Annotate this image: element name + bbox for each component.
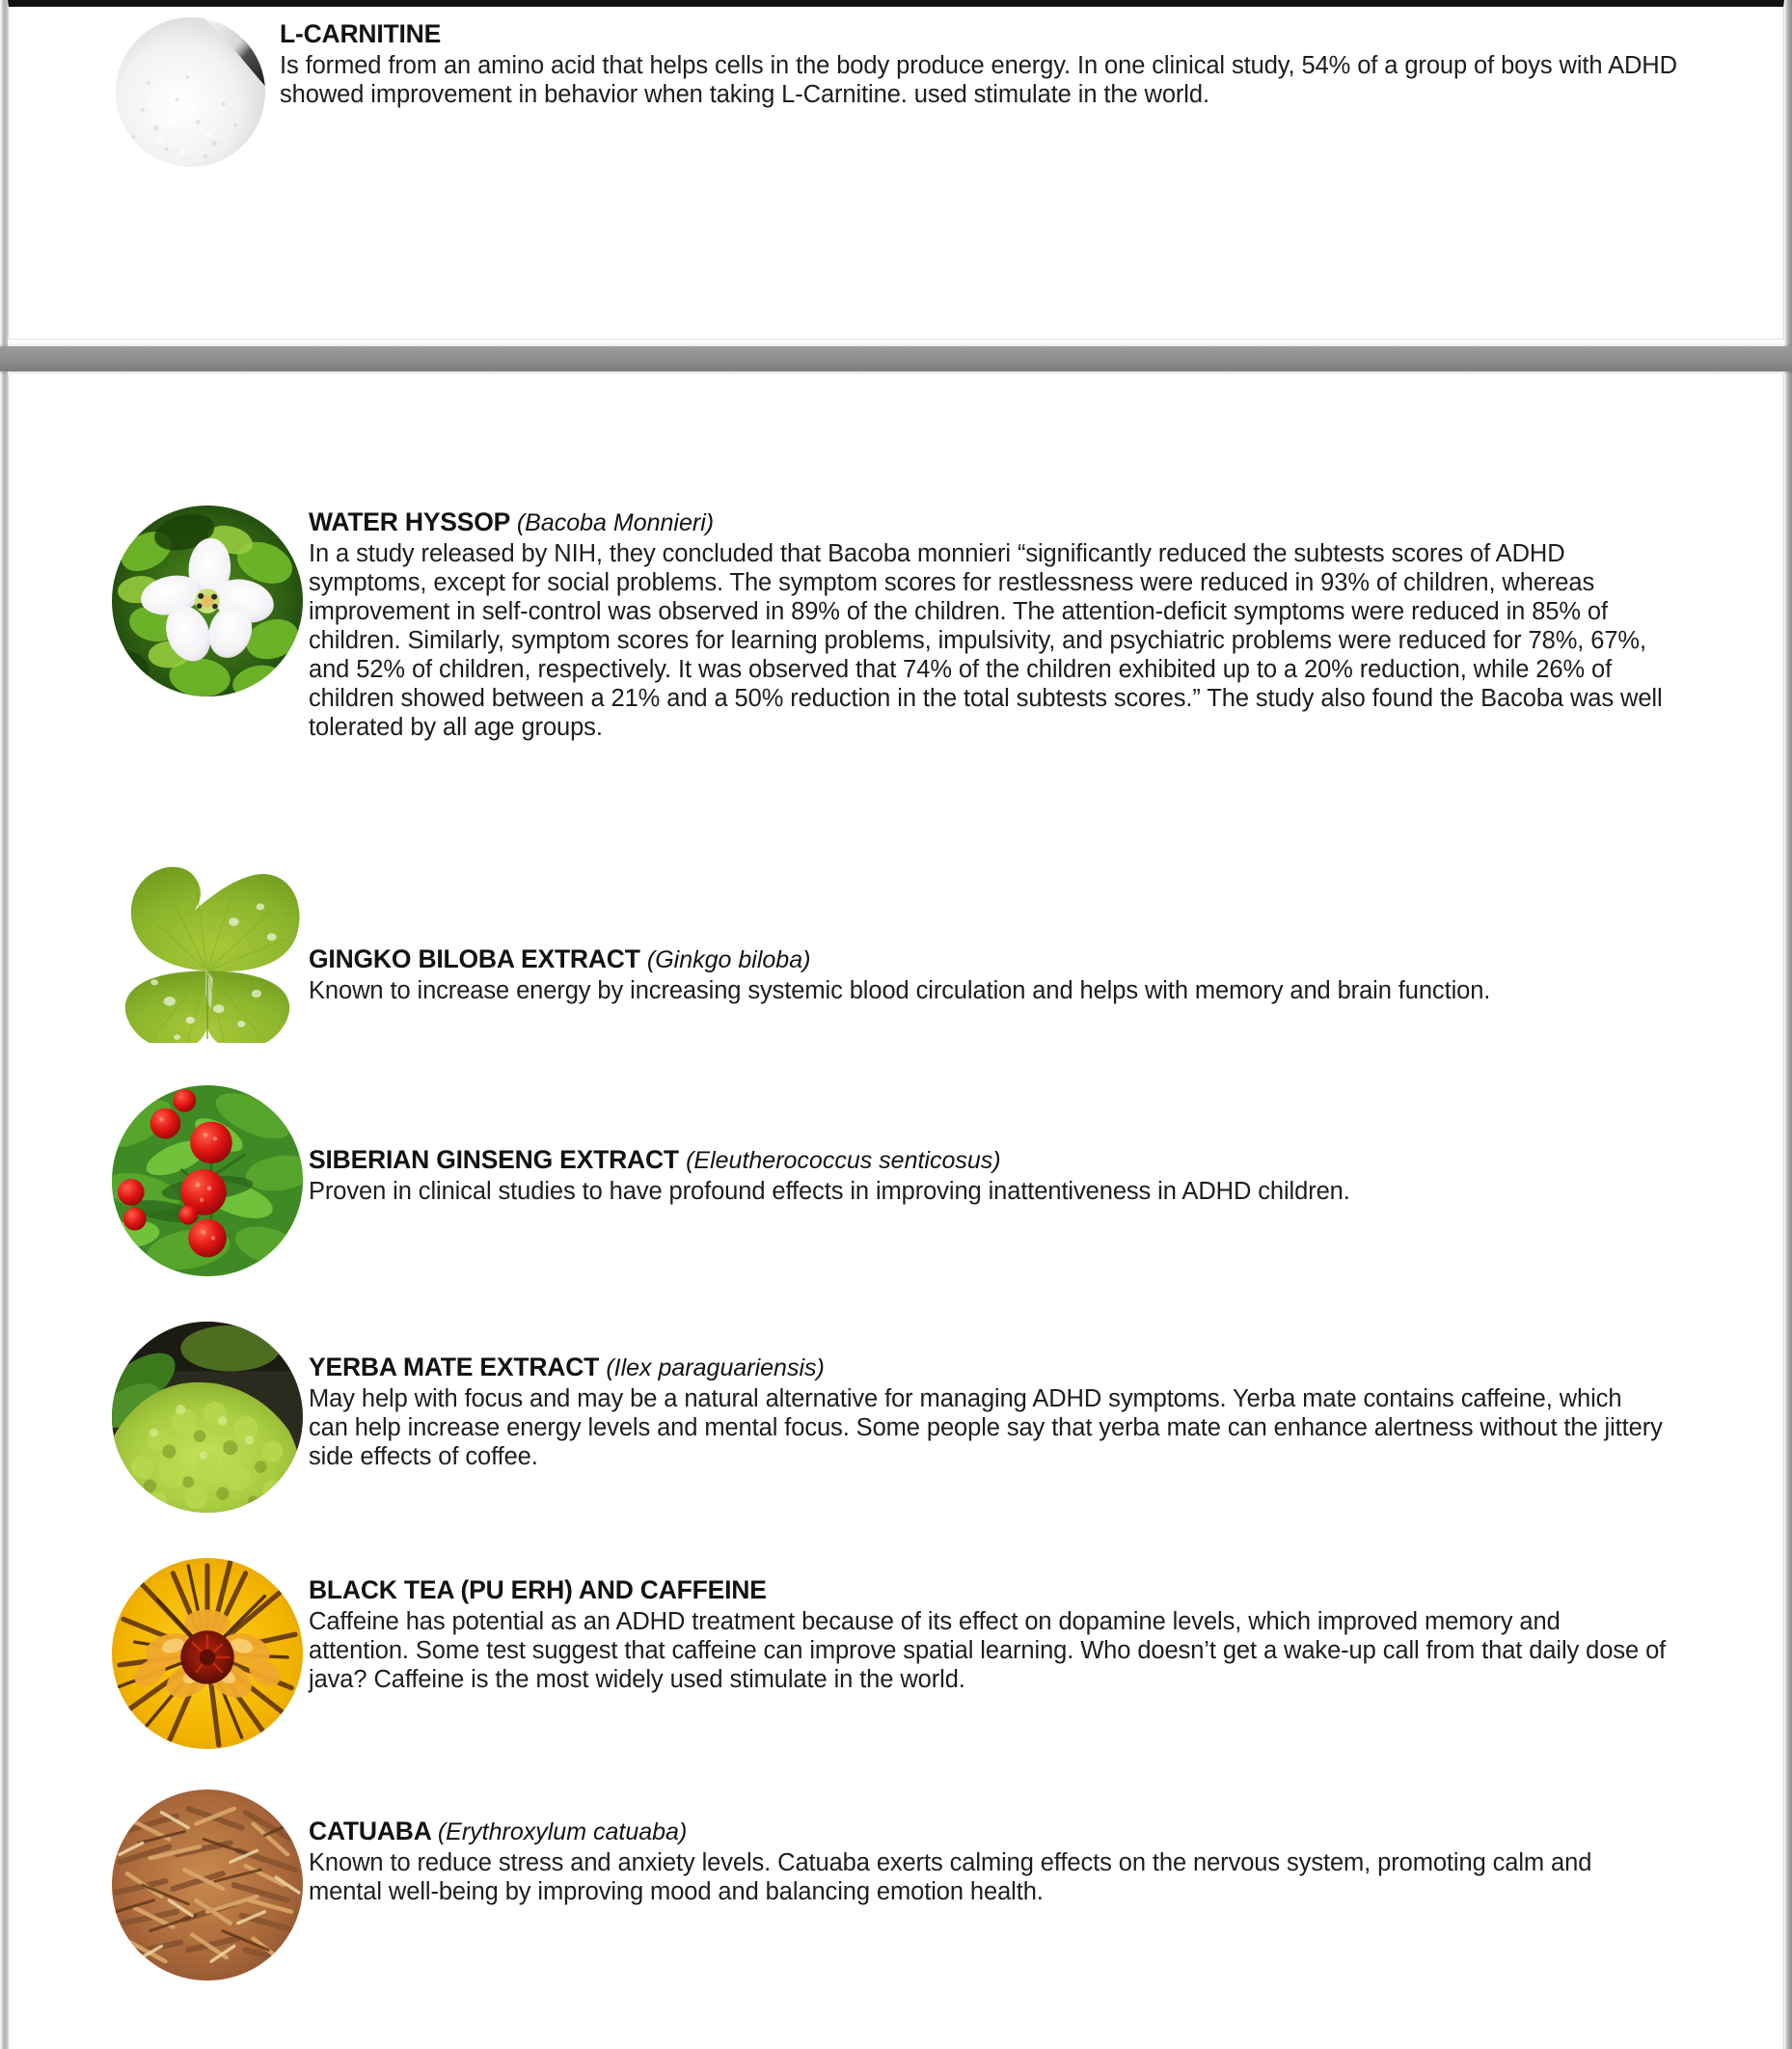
separator-bottom-shadow (0, 371, 1792, 375)
separator-top-shadow (0, 342, 1792, 346)
ingredient-entry-water-hyssop (106, 505, 1667, 742)
ingredient-description: In a study released by NIH, they concluded that Bacoba monnieri “significantly reduced the subtests scores of ADHD symptoms, except for social problems. The symptom scores for restlessness were reduced in 93% of children, whereas improvement in self-control was observed in 89% of the children. The attention-deficit symptoms were reduced in 85% of children. Similarly, symptom scores for learning problems, impulsivity, and psychiatric problems were reduced for 78%, 67%, and 52% of children, respectively. It was observed that 74% of the children exhibited up to a 20% reduction, while 26% of children showed between a 21% and a 50% reduction in the total subtests scores.” The study also found the Bacoba was well tolerated by all age groups. (309, 539, 1663, 741)
ingredient-title (309, 1817, 1647, 1847)
water-hyssop-flower-photo (112, 505, 303, 697)
ingredient-text-column (309, 1322, 1667, 1471)
ingredient-text-column (309, 1085, 1667, 1206)
ingredient-title (309, 507, 1667, 538)
ingredient-latin-name: (Ginkgo biloba) (646, 946, 811, 973)
ingredient-text-column (309, 854, 1647, 1005)
ingredient-text-column (309, 1558, 1667, 1694)
catuaba-bark-photo (112, 1789, 303, 1981)
page-left-rail (0, 0, 8, 2049)
ingredient-title-text: WATER HYSSOP (309, 507, 510, 536)
ingredient-thumb-wrap (106, 1558, 309, 1749)
ingredient-thumb-wrap (101, 17, 280, 167)
black-tea-pu-erh-flower-photo (112, 1558, 303, 1749)
ingredient-title (309, 1352, 1667, 1383)
ingredient-description: Known to reduce stress and anxiety levels. Catuaba exerts calming effects on the nervous system, promoting calm and mental well-being by improving mood and balancing emotion health. (309, 1848, 1592, 1905)
ingredient-description: May help with focus and may be a natural alternative for managing ADHD symptoms. Yerba mate contains caffeine, which can help increase energy levels and mental focus. Some people say that yerba mate can enhance alertness without the jittery side effects of coffee. (309, 1384, 1663, 1470)
ingredient-title-text: BLACK TEA (PU ERH) AND CAFFEINE (309, 1575, 767, 1604)
ingredient-title-text: GINGKO BILOBA EXTRACT (309, 944, 640, 973)
ingredient-description: Caffeine has potential as an ADHD treatment because of its effect on dopamine levels, which improved memory and attention. Some test suggest that caffeine can improve spatial learning. Who doesn’t get a wake-up call from that daily dose of java? Caffeine is the most widely used stimulate in the world. (309, 1607, 1667, 1693)
ingredient-thumb-wrap (106, 505, 309, 697)
ingredient-title-text: SIBERIAN GINSENG EXTRACT (309, 1145, 679, 1174)
ingredient-latin-name: (Ilex paraguariensis) (606, 1354, 825, 1381)
ingredient-text-column (309, 505, 1667, 742)
ingredient-entry-yerba-mate (106, 1322, 1667, 1513)
ingredient-description: Is formed from an amino acid that helps cells in the body produce energy. In one clinical study, 54% of a group of boys with ADHD showed improvement in behavior when taking L-Carnitine. used stimulate in the world. (280, 51, 1677, 108)
ingredient-description: Known to increase energy by increasing systemic blood circulation and helps with memory and brain function. (309, 976, 1491, 1004)
ingredient-latin-name: (Erythroxylum catuaba) (437, 1818, 688, 1845)
ingredient-entry-catuaba (106, 1789, 1647, 1981)
siberian-ginseng-berries-photo (112, 1085, 303, 1276)
ginkgo-biloba-leaf-photo (113, 854, 302, 1043)
ingredient-title-text: L-CARNITINE (280, 19, 442, 48)
ingredient-title (309, 1575, 1667, 1606)
ingredient-entry-black-tea (106, 1558, 1667, 1749)
page-right-rail (1784, 0, 1792, 2049)
ingredient-title (280, 19, 1700, 50)
ingredient-text-column (280, 17, 1700, 109)
ingredient-thumb-wrap (106, 1322, 309, 1513)
ingredient-latin-name: (Eleutherococcus senticosus) (686, 1147, 1001, 1174)
ingredient-entry-siberian-ginseng (106, 1085, 1667, 1276)
ingredient-entry-gingko (106, 854, 1647, 1043)
ingredient-thumb-wrap (106, 1085, 309, 1276)
ingredient-title (309, 944, 1647, 975)
ingredient-thumb-wrap (106, 854, 309, 1043)
ingredient-latin-name: (Bacoba Monnieri) (516, 509, 715, 536)
l-carnitine-powder-photo (116, 17, 265, 167)
ingredient-text-column (309, 1789, 1647, 1906)
ingredient-title (309, 1145, 1667, 1176)
ingredient-entry-lcarnitine (101, 17, 1700, 167)
ingredient-description: Proven in clinical studies to have profound effects in improving inattentiveness in ADHD children. (309, 1177, 1350, 1205)
ingredient-title-text: CATUABA (309, 1817, 431, 1845)
ingredient-thumb-wrap (106, 1789, 309, 1981)
ingredient-title-text: YERBA MATE EXTRACT (309, 1352, 600, 1381)
yerba-mate-powder-photo (112, 1322, 303, 1513)
page-separator-bar (0, 346, 1792, 371)
